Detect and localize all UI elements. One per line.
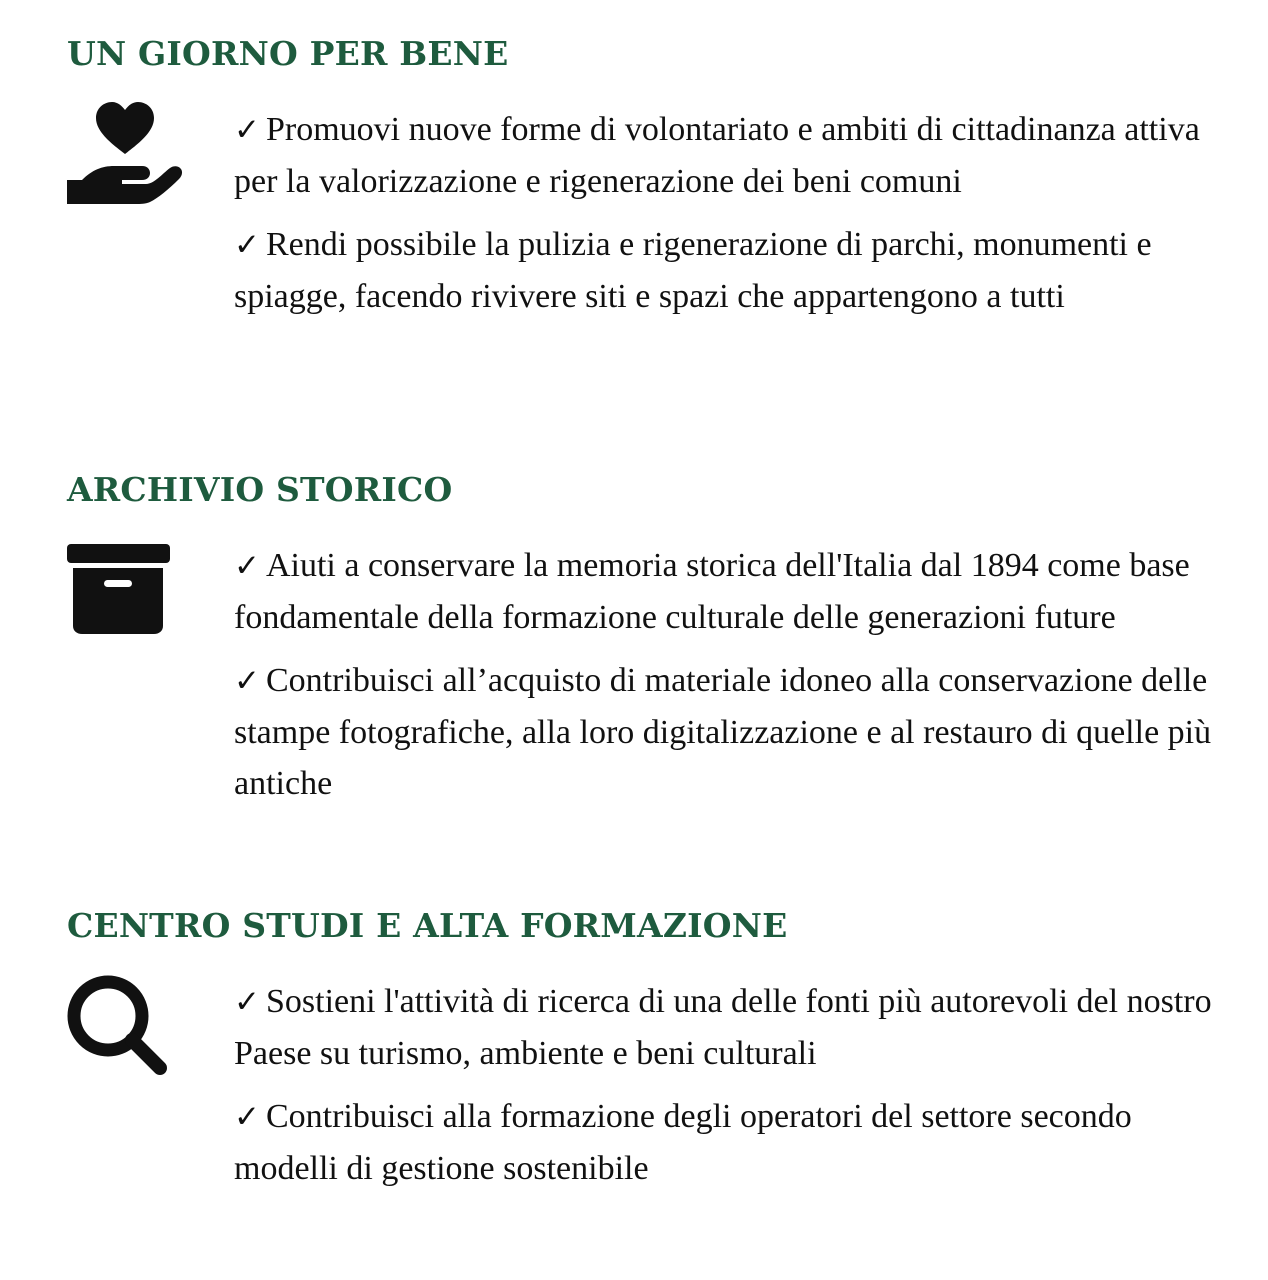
item-text: Promuovi nuove forme di volontariato e ambiti di cittadinanza attiva per la valorizzazione e rigenerazione dei beni comuni xyxy=(234,111,1200,200)
section-items xyxy=(234,976,1244,1206)
check-mark: ✓ xyxy=(234,548,260,584)
list-item xyxy=(234,219,1244,322)
list-item xyxy=(234,540,1244,643)
item-text: Contribuisci alla formazione degli operatori del settore secondo modelli di gestione sostenibile xyxy=(234,1098,1132,1187)
check-mark: ✓ xyxy=(234,227,260,263)
item-text: Rendi possibile la pulizia e rigenerazione di parchi, monumenti e spiagge, facendo rivivere siti e spazi che appartengono a tutti xyxy=(234,226,1152,315)
list-item xyxy=(234,655,1244,809)
magnifier-icon xyxy=(62,972,188,1092)
section-title: ARCHIVIO STORICO xyxy=(67,470,453,509)
check-mark: ✓ xyxy=(234,1099,260,1135)
item-text: Contribuisci all’acquisto di materiale idoneo alla conservazione delle stampe fotografiche, alla loro digitalizzazione e al restauro di quelle più antiche xyxy=(234,662,1212,802)
item-text: Sostieni l'attività di ricerca di una delle fonti più autorevoli del nostro Paese su turismo, ambiente e beni culturali xyxy=(234,983,1212,1072)
archive-box-icon xyxy=(62,542,188,662)
check-mark: ✓ xyxy=(234,984,260,1020)
section-items xyxy=(234,104,1244,334)
check-mark: ✓ xyxy=(234,663,260,699)
list-item xyxy=(234,1091,1244,1194)
check-mark: ✓ xyxy=(234,112,260,148)
section-title: UN GIORNO PER BENE xyxy=(67,34,509,73)
section-title: CENTRO STUDI E ALTA FORMAZIONE xyxy=(67,906,788,945)
item-text: Aiuti a conservare la memoria storica dell'Italia dal 1894 come base fondamentale della formazione culturale delle generazioni future xyxy=(234,547,1190,636)
list-item xyxy=(234,976,1244,1079)
section-items xyxy=(234,540,1244,821)
heart-hand-icon xyxy=(62,100,188,220)
list-item xyxy=(234,104,1244,207)
